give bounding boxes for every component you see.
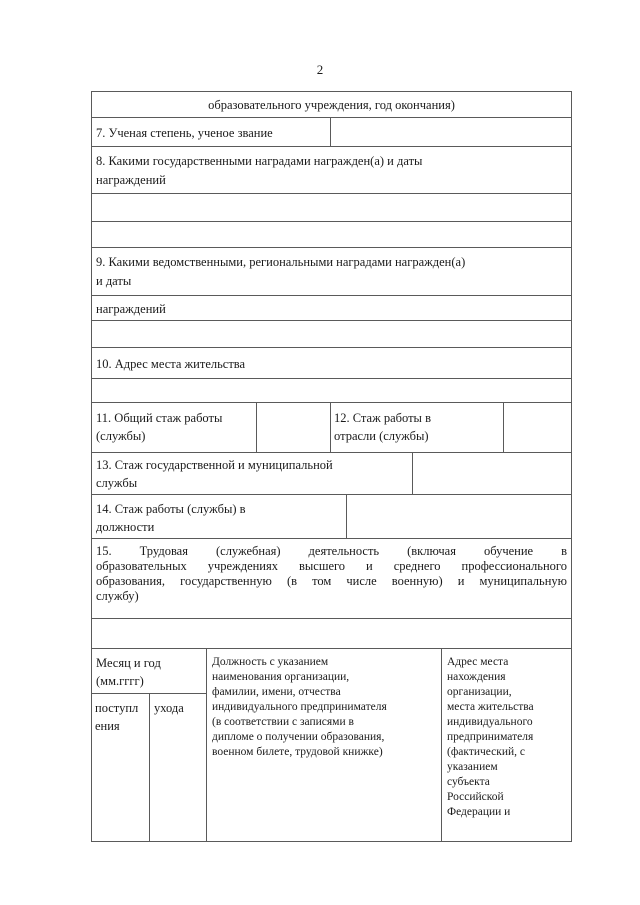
- table-header-month-year-format: (мм.гггг): [96, 674, 144, 688]
- field-15-line: 15. Трудовая (служебная) деятельность (включая обучение в: [96, 544, 567, 558]
- field-14-label-cont: должности: [96, 520, 155, 534]
- address-header-line: указанием: [447, 761, 498, 773]
- table-header-month-year: Месяц и год: [96, 656, 161, 670]
- award-form: [91, 91, 572, 842]
- address-header-line: субъекта: [447, 776, 490, 788]
- field-8-label: 8. Какими государственными наградами награжден(а) и даты: [96, 154, 423, 168]
- address-header-line: (фактический, с: [447, 746, 526, 758]
- position-header-line: наименования организации,: [212, 671, 350, 683]
- row-divider: [92, 648, 571, 649]
- field-10-label: 10. Адрес места жительства: [96, 357, 246, 371]
- cell-divider: [412, 452, 413, 494]
- position-header-line: дипломе о получении образования,: [212, 731, 385, 743]
- address-header-line: организации,: [447, 686, 512, 698]
- field-7-label: 7. Ученая степень, ученое звание: [96, 126, 273, 140]
- cell-divider: [256, 402, 257, 452]
- address-header-line: индивидуального: [447, 716, 533, 728]
- position-header-line: индивидуального предпринимателя: [212, 701, 387, 713]
- table-header-address: [447, 655, 534, 820]
- address-header-line: Адрес места: [447, 656, 509, 668]
- field-13-label: 13. Стаж государственной и муниципальной: [96, 458, 333, 472]
- field-11-label: 11. Общий стаж работы: [96, 411, 223, 425]
- row-divider: [92, 538, 571, 539]
- position-header-line: военном билете, трудовой книжке): [212, 746, 383, 758]
- table-col-divider: [441, 648, 442, 841]
- row-divider: [92, 117, 571, 118]
- row-divider: [92, 193, 571, 194]
- field-15-line: службу): [96, 589, 139, 603]
- position-header-line: фамилии, имени, отчества: [212, 686, 341, 698]
- table-header-start-cont: ения: [95, 719, 120, 733]
- table-header-end: ухода: [154, 701, 184, 715]
- field-9-label-cont: и даты: [96, 274, 132, 288]
- row-divider: [92, 247, 571, 248]
- field-15-line: образования, государственную (в том числе военную) и муниципальную: [96, 574, 567, 588]
- row-divider: [92, 295, 571, 296]
- address-header-line: Российской: [447, 791, 504, 803]
- row-divider: [92, 347, 571, 348]
- row-divider: [92, 618, 571, 619]
- field-9-label-cont: награждений: [96, 302, 166, 316]
- field-15-line: образовательных учреждениях высшего и среднего профессионального: [96, 559, 567, 573]
- field-9-label: 9. Какими ведомственными, региональными наградами награжден(а): [96, 255, 466, 269]
- field-15-label: [96, 544, 567, 604]
- row-divider: [92, 494, 571, 495]
- position-header-line: (в соответствии с записями в: [212, 716, 354, 728]
- cell-divider: [503, 402, 504, 452]
- row-divider: [92, 378, 571, 379]
- field-12-label-cont: отрасли (службы): [334, 429, 429, 443]
- field-14-label: 14. Стаж работы (службы) в: [96, 502, 246, 516]
- field-8-label-cont: награждений: [96, 173, 166, 187]
- field-12-label: 12. Стаж работы в: [334, 411, 431, 425]
- row-divider: [92, 221, 571, 222]
- address-header-line: Федерации и: [447, 806, 511, 818]
- address-header-line: нахождения: [447, 671, 506, 683]
- cell-divider: [346, 494, 347, 538]
- field-13-label-cont: службы: [96, 476, 138, 490]
- address-header-line: места жительства: [447, 701, 534, 713]
- cell-divider: [330, 402, 331, 452]
- table-header-position: [212, 655, 387, 760]
- address-header-line: предпринимателя: [447, 731, 534, 743]
- table-header-start: поступл: [95, 701, 139, 715]
- cell-divider: [330, 117, 331, 146]
- table-col-divider: [149, 693, 150, 841]
- row-divider: [92, 402, 571, 403]
- row-divider: [92, 320, 571, 321]
- table-col-divider: [206, 648, 207, 841]
- field-11-label-cont: (службы): [96, 429, 146, 443]
- position-header-line: Должность с указанием: [212, 656, 329, 668]
- education-continuation: образовательного учреждения, год окончания): [208, 98, 455, 112]
- row-divider: [92, 452, 571, 453]
- page-number: 2: [316, 62, 324, 77]
- row-divider: [92, 146, 571, 147]
